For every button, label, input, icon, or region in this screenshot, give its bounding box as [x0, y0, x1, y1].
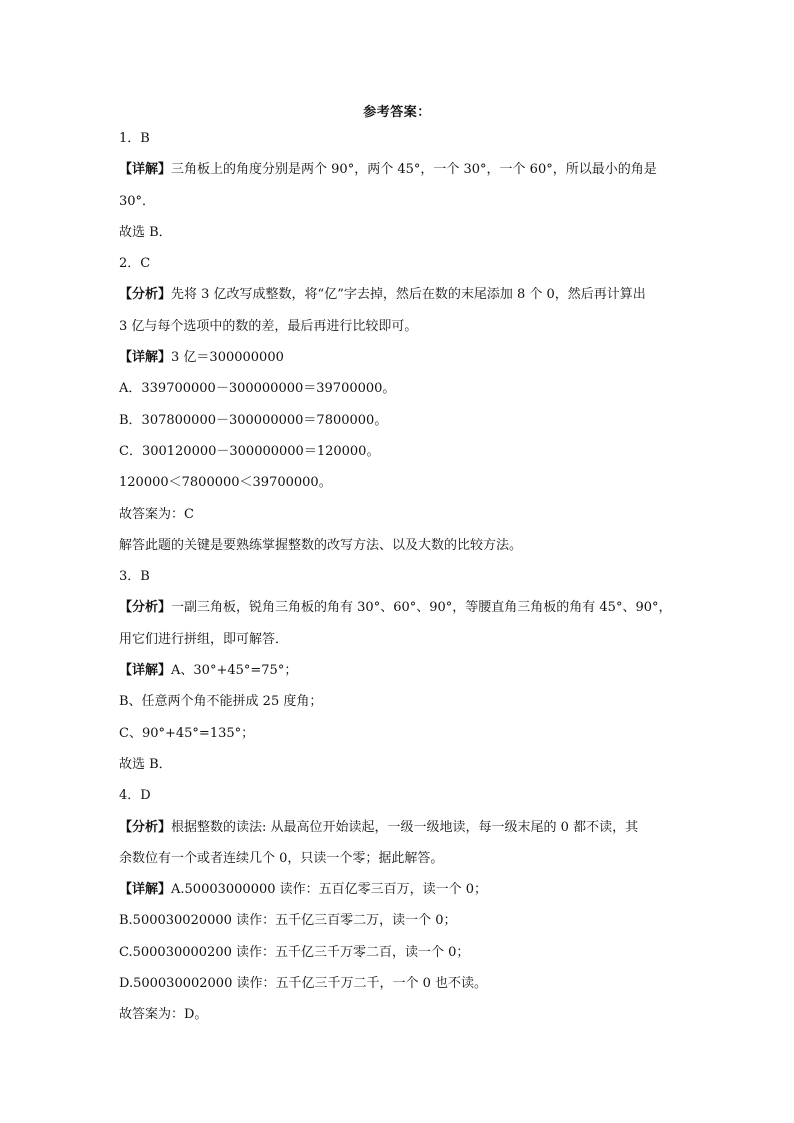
line-text: 故选 B．: [119, 224, 172, 240]
line-text: 3．B: [119, 569, 150, 585]
line-text: C、90°+45°=135°；: [119, 725, 255, 741]
answer-line: [119, 217, 689, 248]
answer-line: [119, 311, 689, 342]
answer-line: [119, 405, 689, 436]
line-text: 4．D: [119, 788, 151, 804]
answer-line: [119, 843, 689, 874]
answer-line: [119, 905, 689, 936]
answer-line: [119, 248, 689, 279]
line-text: A．339700000－300000000＝39700000。: [119, 381, 396, 397]
answer-line: [119, 561, 689, 592]
answer-line: [119, 154, 689, 185]
line-text: 30°．: [119, 193, 156, 209]
line-text: 3 亿＝300000000: [171, 350, 284, 366]
answer-line: [119, 812, 689, 843]
line-text: C．300120000－300000000＝120000。: [119, 443, 380, 459]
answer-line: [119, 968, 689, 999]
section-tag: 【详解】: [119, 350, 172, 366]
line-text: B．307800000－300000000＝7800000。: [119, 412, 388, 428]
line-text: 故选 B．: [119, 756, 172, 772]
line-text: 一副三角板，锐角三角板的角有 30°、60°、90°，等腰直角三角板的角有 45°、90°，: [171, 600, 672, 616]
section-tag: 【详解】: [119, 663, 172, 679]
line-text: A.50003000000 读作：五百亿零三百万，读一个 0；: [171, 882, 488, 898]
answer-line: [119, 780, 689, 811]
answer-line: [119, 655, 689, 686]
line-text: 故答案为：C: [119, 506, 194, 522]
answer-line: [119, 499, 689, 530]
line-text: 先将 3 亿改写成整数，将“亿”字去掉，然后在数的末尾添加 8 个 0，然后再计算出: [171, 287, 646, 303]
section-tag: 【分析】: [119, 600, 172, 616]
section-tag: 【分析】: [119, 819, 172, 835]
answer-line: [119, 467, 689, 498]
line-text: 用它们进行拼组，即可解答．: [119, 631, 289, 647]
line-text: 根据整数的读法: 从最高位开始读起，一级一级地读，每一级末尾的 0 都不读，其: [171, 819, 639, 835]
answer-line: [119, 937, 689, 968]
answer-line: [119, 686, 689, 717]
line-text: 1．B: [119, 131, 150, 146]
answer-line: [119, 749, 689, 780]
answer-line: [119, 874, 689, 905]
line-text: 余数位有一个或者连续几个 0，只读一个零；据此解答。: [119, 850, 444, 866]
line-text: D.500030002000 读作：五千亿三千万二千，一个 0 也不读。: [119, 976, 488, 992]
answer-line: [119, 123, 689, 154]
line-text: 3 亿与每个选项中的数的差，最后再进行比较即可。: [119, 318, 418, 334]
line-text: B、任意两个角不能拼成 25 度角；: [119, 694, 323, 710]
line-text: 解答此题的关键是要熟练掌握整数的改写方法、以及大数的比较方法。: [119, 537, 523, 553]
line-text: 120000＜7800000＜39700000。: [119, 475, 332, 491]
line-text: 2．C: [119, 256, 151, 272]
answer-line: [119, 342, 689, 373]
answer-line: [119, 718, 689, 749]
section-tag: 【详解】: [119, 162, 172, 178]
line-text: C.500030000200 读作：五千亿三千万零二百，读一个 0；: [119, 944, 470, 960]
answer-line: [119, 373, 689, 404]
answer-line: [119, 279, 689, 310]
answer-line: [119, 624, 689, 655]
answer-line: [119, 592, 689, 623]
line-text: 三角板上的角度分别是两个 90°，两个 45°，一个 30°，一个 60°，所以最小的角是: [171, 162, 657, 178]
answer-line: [119, 530, 689, 561]
answer-line: [119, 436, 689, 467]
section-tag: 【分析】: [119, 287, 172, 303]
answer-line: [119, 999, 689, 1030]
section-tag: 【详解】: [119, 882, 172, 898]
line-text: B.500030020000 读作：五千亿三百零二万，读一个 0；: [119, 913, 457, 929]
line-text: A、30°+45°=75°；: [171, 663, 298, 679]
answer-line: [119, 186, 689, 217]
line-text: 故答案为：D。: [119, 1007, 208, 1023]
answer-content: [119, 123, 689, 1031]
page-title: 参考答案：: [363, 105, 431, 120]
